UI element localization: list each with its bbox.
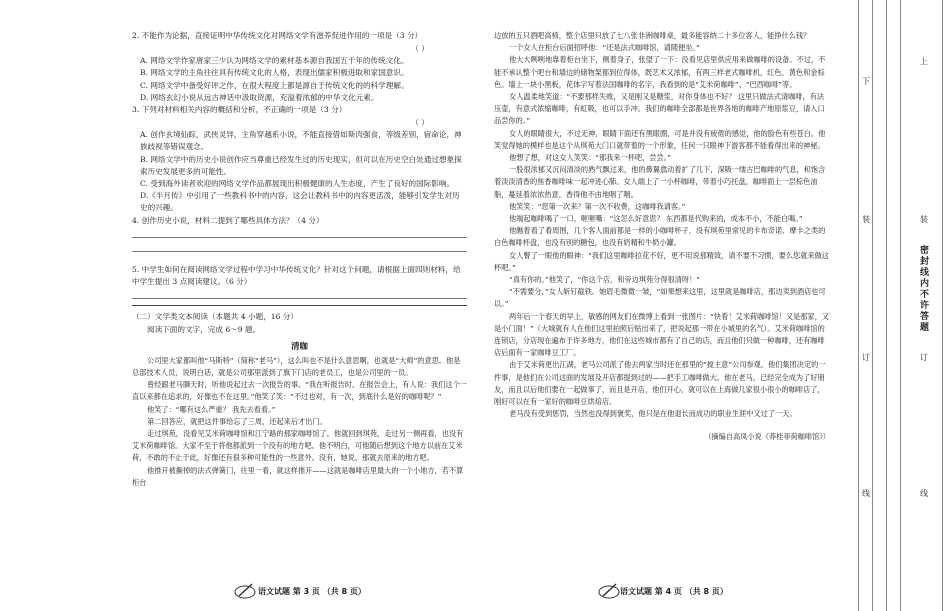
story-paragraph: 边放的五只酒吧高椅，整个店里只放了七八张非洲咖啡桌，最多能容纳二十多位客人，能挣什么钱？ (494, 31, 811, 40)
story-paragraph: 公司里大家都叫他“马斯特”（简称“老马”），这么叫也不是什么意思啊，也就是“大师”的意思。他是总部技术人员，说明白话，就是公司那里派到了旗下门店的老员工，也是公司里的一员。 (132, 355, 461, 378)
story-paragraph: 他想了想，对这女人笑笑：“那我来一杯吧，尝尝。” (509, 153, 671, 163)
margin-label: 装 (920, 215, 928, 224)
story-paragraph: 由于艾米荷更出江湖，老马公司派了他去两家当时还在那里的“搅主意”公司参观。他们集团决定的一件事，是他们在公司这面的发展及开店都提到过的——把手工咖啡做大。他在老马，已经完全成为了好朋友，而且以后他们要在一起做事了，而且是开店，他们开心，就可以在上海做几家很小很小的咖啡店了，刚好可以在有一家好的咖啡豆烘焙店。 (494, 360, 826, 407)
story-paragraph: 他推开被撕掉的法式弹簧门，往里一看，就这样推开——这就是咖啡店里最大的一个小地方，若不算柜台 (132, 465, 464, 487)
story-source: （摘编自高凤小说《莽桂菲荷咖啡馆》） (704, 431, 830, 441)
answer-line[interactable] (132, 242, 467, 252)
section-heading: （二）文学类文本阅读（本题共 4 小题，16 分） (132, 312, 299, 322)
option-c: C. 网络文学中备受好评之作，在很大程度上都是源自于传统文化的的科学理解。 (140, 80, 409, 90)
story-paragraph: 两年后一个春天的早上，敏感的网友们在微博上看到一张图片：“快看！艾米荷咖啡馆！又是那家，又是小门面！”（大城就有人在他们这里拍照后贴出来了，把说起那一带在小城里的名气）。艾米荷咖啡馆的连锁店，分店现在遍布于许多地方，他们在这些城市都有了自己的店，而且他们只做一种咖啡，还有咖啡店后面有一家咖啡豆工厂。 (494, 311, 829, 358)
story-paragraph: 他端起咖啡喝了一口，咂咂嘴：“这怎么好意思？ 东西都是代购来的，成本不小，不能白喝。” (509, 214, 803, 224)
option-d: D.《半月传》中引用了一些教科书中的内容，这会让教科书中的内容更活泼，能够引发学生对历史的兴趣。 (140, 191, 460, 213)
story-paragraph: 走过琪苑，没看见艾米荷咖啡馆和江宁路的那家咖啡馆了，他就回到琪苑，走过另一侧再看，也没有艾米荷咖啡馆。大家不至于将他都派到一个没有的地方吧。他不明白，可他随后想到这个地方以前在艾米荷，不敢的不止于此，好像还有很多种可能性的一些意外。没有，她说，那就去原来的地方吧。 (132, 429, 464, 463)
right-page (494, 30, 830, 443)
story-paragraph: 他大大咧咧地靠着柜台坐下，侧着身子，张望了一下：没看见店里供应用来做咖啡的设备。不过，不能不承认整个吧台和墙边的储物架都到位得体，既艺术又浓郁，有两三样老式咖啡机，红色、黄色和金棕色。墙上一块小黑板，花体字写着法国咖啡的名字，我看到的是“艾米荷咖啡”、“巴西咖啡”等。 (494, 55, 826, 89)
story-paragraph: 他笑了：“哪有这么严重？ 我先去看看。” (147, 404, 276, 414)
question-3: 3. 下列对材料相关内容的概括和分析，不正确的一项是（3 分） (132, 105, 347, 115)
answer-bracket[interactable]: （ ） (411, 118, 429, 128)
pen-logo-icon (234, 580, 256, 600)
answer-line[interactable] (132, 228, 467, 238)
binding-rule (942, 0, 943, 611)
binding-rule (858, 0, 859, 611)
option-b: B. 网络文学中的历史小说创作应当尊重已经发生过的历史现实，但可以在历史空白处通过想象探索历史发展更多的可能性。 (140, 154, 462, 176)
story-paragraph: 女人瞥了一眼他的眼神：“我们这里咖啡拉花不好，更不用说那精致，请不要不习惯，要么您就来做这杯吧。” (494, 250, 829, 272)
story-paragraph: “不需要分，”女人斩钉截铁。她眉毛微微一皱，“如果想来这里，这里就是咖啡店，那边卖到酒店也可以。” (494, 287, 826, 309)
divider (132, 305, 467, 306)
answer-line[interactable] (132, 289, 467, 299)
margin-label: 上 (920, 57, 928, 66)
seal-line-notice: 密封线内不许答题 (918, 245, 928, 333)
pen-logo-icon (598, 580, 620, 600)
margin-label: 订 (920, 353, 928, 362)
answer-bracket[interactable]: （ ） (411, 44, 429, 54)
story-paragraph: 一股很浓郁又沉闷清淡的熟气飘过来，他的鼻翼翕动着扩了几下，深吸一缕古巴咖啡的气息，和饱含着淡淡清香的焦香咖啡味一起冲进心肺。女人端上了一小杯咖啡，带着小巧托盘，咖啡面上一层棕色油脂，蔓延着浓浓热意，香得他不由地咽了咽。 (494, 165, 826, 199)
binding-rule (900, 0, 901, 611)
margin-label: 线 (920, 489, 928, 498)
story-paragraph: 一个女人在柜台后面招呼他：“还是法式咖啡馆，请随便坐。” (509, 43, 700, 53)
story-paragraph: 女人的眼睛很大，不过无神，眼睛下面还有黑眼圈，可是并没有疲倦的感觉，他的脸色有些苍白。他笑觉得她的模样也是这个从琪苑大门口就带着的一个形象，任何一只眼神下游客都不能看得出来的神秘。 (494, 128, 826, 150)
story-paragraph: 第二回答应，就把这件事给忘了三周，还起来后才出门。 (147, 416, 327, 426)
question-5: 5. 中学生如何在阅读网络文学过程中学习中华传统文化？针对这个问题，请根据上面四则材料，给中学生提出 3 点阅读建议。（6 分） (132, 264, 461, 287)
story-title: 清咖 (291, 340, 308, 351)
option-b: B. 网络文学的主角往往具有传统文化的人格，表现出儒家积极进取和家国意识。 (140, 68, 409, 78)
margin-label: 订 (862, 353, 870, 362)
story-paragraph: 他瞧着看了看周围，几个客人面前都是一样的小咖啡杯子，没有琪苑里常见的卡布奇诺、摩卡之类的白色咖啡杯盘，也没有别的糖包，也没有奶精和牛奶小罐。 (494, 226, 826, 248)
story-paragraph: 女人温柔地笑道：“不要那样失败，又是刚又是糖浆，对你身体也不好？ 这里只做法式清咖啡，有法压壶，有意式浓缩咖啡，有虹吸，也可以手冲。我们的咖啡全部都是世界各地的咖啡产地原浆豆，请入口品尝你的。” (494, 92, 825, 126)
binding-rule (886, 0, 887, 611)
margin-label: 线 (862, 489, 870, 498)
story-paragraph: 他笑笑：“您第一次来？第一次不收费，这咖啡我请客。” (509, 201, 686, 211)
page-footer: 语文试题 第 4 页 （共 8 页） (620, 587, 728, 596)
page-footer: 语文试题 第 3 页 （共 8 页） (258, 587, 366, 596)
option-a: A. 网络文学作家唐家三少认为网络文学的素材基本源自我国五千年的传统文化。 (140, 56, 409, 66)
binding-rule (872, 0, 873, 611)
section-instruction: 阅读下面的文字，完成 6～9 题。 (147, 325, 261, 335)
option-d: D. 网络玄幻小说从远古神话中汲取资源，充溢着浓郁的中华文化元素。 (140, 92, 379, 102)
question-4: 4. 创作历史小说，材料二提到了哪些具体方法？（4 分） (132, 215, 324, 225)
option-a: A. 创作玄境仙踪，武侠灵异，主角穿越系小说，不能直接借如斯肉强食，等级差别，宿命论，神族歧视等错误观念。 (140, 130, 462, 152)
margin-label: 装 (862, 215, 870, 224)
option-c: C. 受到海外读者欢迎的网络文学作品都展现出积极健康的人生态度，产生了良好的国际影响。 (140, 179, 455, 189)
story-paragraph: 老马没有受到惩罚，当然也没得到褒奖，他只是在他退长而成功的职业生涯中又过了一天。 (509, 409, 797, 419)
left-page (132, 30, 467, 489)
story-paragraph: 曾经跟老马聊天时，听他说起过去一次报告的事。“我在听报告时，在报告会上，有人说：我们这个一直以来都在追求的，好像也不在这里。”他笑了笑：“不过也对，有一次，到底什么是好的咖啡呢？” (132, 380, 467, 402)
story-paragraph: “真有你的。”他笑了，“你这个店，和旁边琪苑分得很清呀！” (509, 275, 700, 285)
margin-label: 下 (862, 77, 870, 86)
question-2: 2. 不能作为论据，直接证明中华传统文化对网络文学有滋养促进作用的一项是（3 分） (132, 31, 423, 40)
